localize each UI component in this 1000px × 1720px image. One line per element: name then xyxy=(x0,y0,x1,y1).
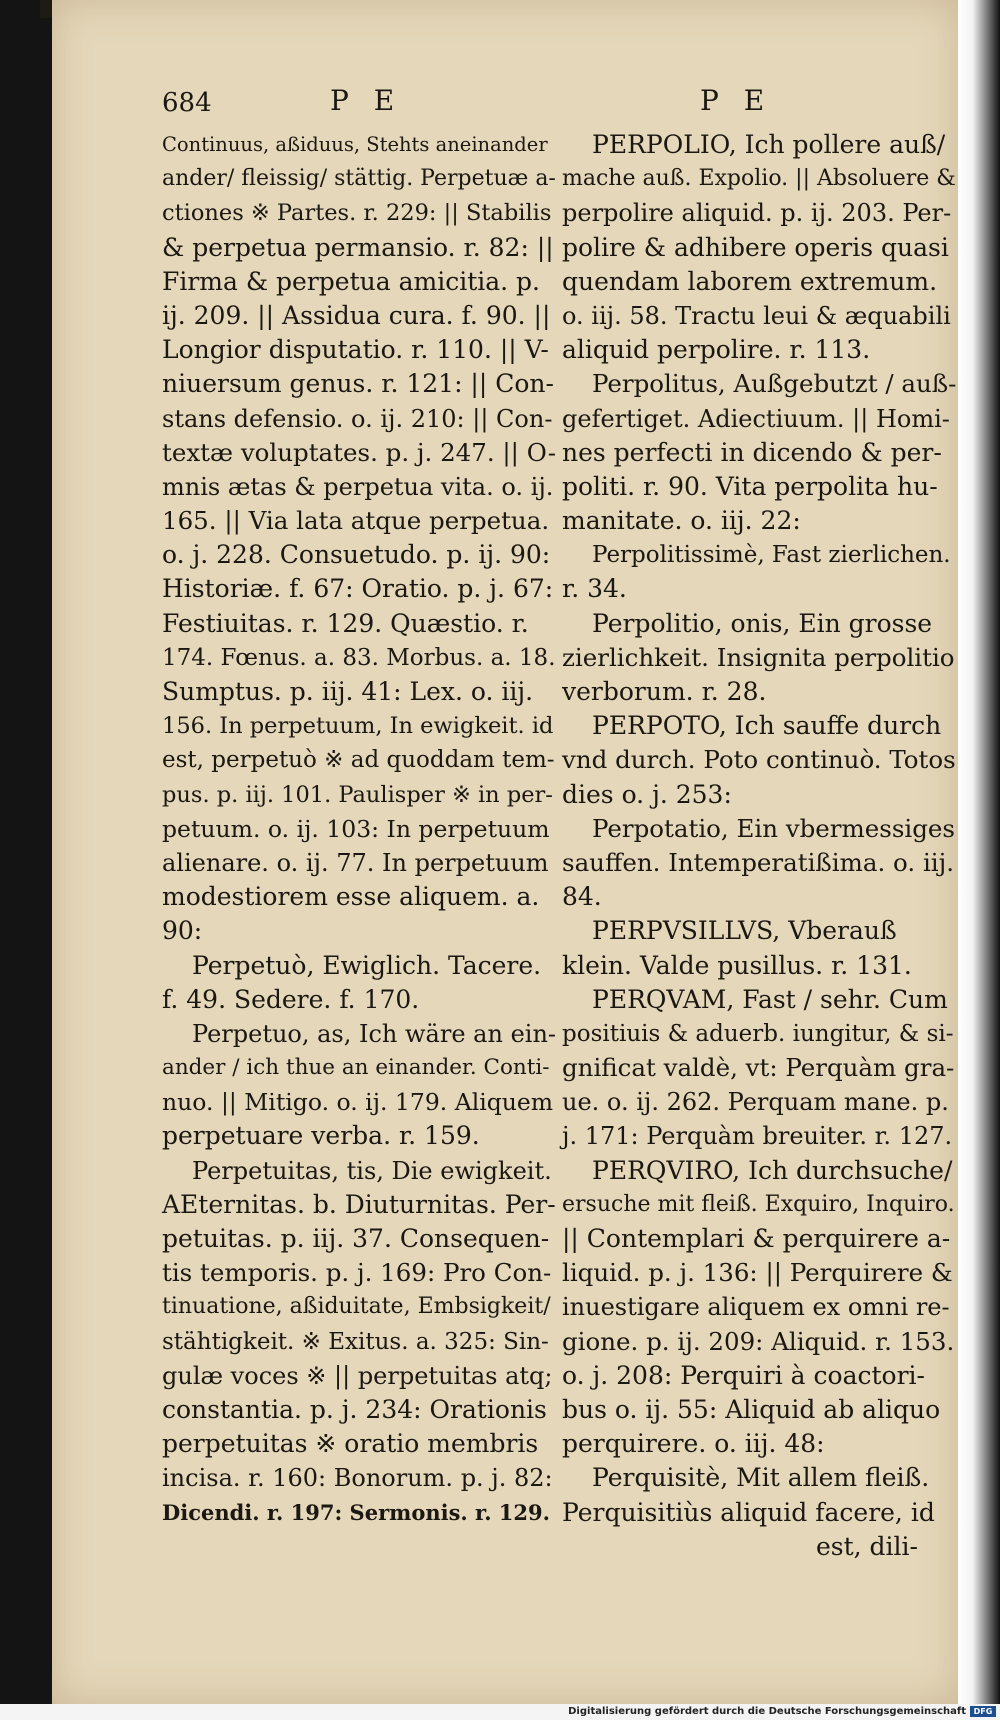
text-line: perpetuare verba. r. 159. xyxy=(162,1121,480,1151)
right-column xyxy=(562,128,958,1564)
text-line: mnis ætas & perpetua vita. o. ij. xyxy=(162,472,554,501)
text-line: pus. p. iij. 101. Paulisper ※ in per- xyxy=(162,781,553,808)
text-line: ersuche mit fleiß. Exquiro, Inquiro. xyxy=(562,1191,955,1217)
text-line: perpetuitas ※ oratio membris xyxy=(162,1429,539,1459)
scan-right-edge xyxy=(958,0,1000,1704)
text-line: stans defensio. o. ij. 210: || Con- xyxy=(162,404,553,433)
entry-line: PERPOLIO, Ich pollere auß/ xyxy=(592,130,946,159)
text-line: o. j. 208: Perquiri à coactori- xyxy=(562,1360,925,1390)
entry-line: PERQVAM, Fast / sehr. Cum xyxy=(592,984,948,1014)
text-line: mache auß. Expolio. || Absoluere & xyxy=(562,166,956,192)
text-line: bus o. ij. 55: Aliquid ab aliquo xyxy=(562,1394,941,1424)
text-line: Historiæ. f. 67: Oratio. p. j. 67: xyxy=(162,574,554,604)
entry-line: PERQVIRO, Ich durchsuche/ xyxy=(592,1155,953,1185)
text-line: vnd durch. Poto continuò. Totos xyxy=(562,745,956,775)
text-line: inuestigare aliquem ex omni re- xyxy=(562,1293,950,1322)
text-line: est, dili- xyxy=(815,1531,918,1561)
entry-line: PERPVSILLVS, Vberauß xyxy=(592,916,897,946)
text-line: ander / ich thue an einander. Conti- xyxy=(162,1055,550,1081)
text-line: AEternitas. b. Diuturnitas. Per- xyxy=(162,1189,556,1219)
text-line: 84. xyxy=(562,882,602,912)
text-line: o. j. 228. Consuetudo. p. ij. 90: xyxy=(162,540,551,570)
text-line: ij. 209. || Assidua cura. f. 90. || xyxy=(162,300,551,330)
text-line: tis temporis. p. j. 169: Pro Con- xyxy=(162,1258,552,1288)
text-line: verborum. r. 28. xyxy=(562,677,767,706)
text-line: 90: xyxy=(162,916,203,946)
footer-text: Digitalisierung gefördert durch die Deutsche Forschungsgemeinschaft xyxy=(568,1706,966,1717)
text-line: textæ voluptates. p. j. 247. || O- xyxy=(162,437,556,467)
text-line: ander/ fleissig/ stättig. Perpetuæ a- xyxy=(162,166,556,192)
text-line: zierlichkeit. Insignita perpolitio xyxy=(562,642,955,672)
text-line: perquirere. o. iij. 48: xyxy=(562,1429,825,1459)
text-line: || Contemplari & perquirere a- xyxy=(562,1224,951,1253)
text-line: o. iij. 58. Tractu leui & æquabili xyxy=(562,301,951,330)
entry-line: Perpetuitas, tis, Die ewigkeit. xyxy=(192,1156,552,1185)
entry-line: Perquisitè, Mit allem fleiß. xyxy=(592,1463,930,1493)
text-line: est, perpetuò ※ ad quoddam tem- xyxy=(162,747,555,774)
text-line: nes perfecti in dicendo & per- xyxy=(562,437,942,467)
text-line: & perpetua permansio. r. 82: || xyxy=(162,232,554,262)
text-line: polire & adhibere operis quasi xyxy=(562,232,949,262)
entry-line: Perpotatio, Ein vbermessiges xyxy=(592,813,955,843)
text-line: Festiuitas. r. 129. Quæstio. r. xyxy=(162,608,529,638)
text-line: positiuis & aduerb. iungitur, & si- xyxy=(562,1020,954,1047)
running-head-right: P E xyxy=(700,84,773,117)
text-line: liquid. p. j. 136: || Perquirere & xyxy=(562,1258,953,1288)
text-line: gulæ voces ※ || perpetuitas atq; xyxy=(162,1361,553,1390)
text-line: incisa. r. 160: Bonorum. p. j. 82: xyxy=(162,1464,553,1493)
text-line: Perquisitiùs aliquid facere, id xyxy=(562,1497,935,1527)
text-line: Sumptus. p. iij. 41: Lex. o. iij. xyxy=(162,677,534,706)
text-line: Firma & perpetua amicitia. p. xyxy=(162,266,540,296)
text-line: Longior disputatio. r. 110. || V- xyxy=(162,335,549,365)
text-line: petuitas. p. iij. 37. Consequen- xyxy=(162,1224,550,1253)
text-line: gnificat valdè, vt: Perquàm gra- xyxy=(562,1053,955,1083)
text-line: 156. In perpetuum, In ewigkeit. id xyxy=(162,713,554,740)
text-line: dies o. j. 253: xyxy=(562,779,732,809)
text-line: aliquid perpolire. r. 113. xyxy=(562,335,871,365)
left-column xyxy=(162,128,558,1530)
text-line: Continuus, aßiduus, Stehts aneinander xyxy=(162,133,548,156)
text-line: constantia. p. j. 234: Orationis xyxy=(162,1394,547,1424)
text-line: ue. o. ij. 262. Perquam mane. p. xyxy=(562,1088,949,1117)
text-line: r. 34. xyxy=(562,574,627,604)
text-line: stähtigkeit. ※ Exitus. a. 325: Sin- xyxy=(162,1328,549,1355)
text-line: sauffen. Intemperatißima. o. iij. xyxy=(562,847,954,877)
entry-line: Perpetuò, Ewiglich. Tacere. xyxy=(192,950,542,980)
text-line: alienare. o. ij. 77. In perpetuum xyxy=(162,848,549,877)
text-line: 165. || Via lata atque perpetua. xyxy=(162,506,550,536)
text-line: tinuatione, aßiduitate, Embsigkeit/ xyxy=(162,1294,551,1320)
text-line: nuo. || Mitigo. o. ij. 179. Aliquem xyxy=(162,1088,554,1117)
text-line: quendam laborem extremum. xyxy=(562,266,938,296)
text-line: perpolire aliquid. p. ij. 203. Per- xyxy=(562,199,952,228)
entry-line: PERPOTO, Ich sauffe durch xyxy=(592,711,942,741)
text-line: ctiones ※ Partes. r. 229: || Stabilis xyxy=(162,200,552,227)
dfg-logo: DFG xyxy=(970,1706,996,1717)
running-head-left: P E xyxy=(330,84,403,117)
text-line: manitate. o. iij. 22: xyxy=(562,506,801,536)
text-line: klein. Valde pusillus. r. 131. xyxy=(562,950,912,980)
text-line: petuum. o. ij. 103: In perpetuum xyxy=(162,814,550,843)
text-line: f. 49. Sedere. f. 170. xyxy=(162,984,420,1014)
entry-line: Perpolitissimè, Fast zierlichen. xyxy=(592,542,951,569)
text-line: politi. r. 90. Vita perpolita hu- xyxy=(562,471,938,501)
text-line: j. 171: Perquàm breuiter. r. 127. xyxy=(562,1122,953,1151)
text-line: 174. Fœnus. a. 83. Morbus. a. 18. xyxy=(162,644,556,671)
entry-line: Perpetuo, as, Ich wäre an ein- xyxy=(192,1019,557,1048)
entry-line: Perpolitus, Außgebutzt / auß- xyxy=(592,369,957,399)
entry-line: Perpolitio, onis, Ein grosse xyxy=(592,608,933,638)
page-number: 684 xyxy=(162,88,212,118)
text-line: Dicendi. r. 197: Sermonis. r. 129. xyxy=(162,1499,550,1525)
text-line: gione. p. ij. 209: Aliquid. r. 153. xyxy=(562,1326,955,1356)
digitization-footer xyxy=(0,1704,1000,1720)
text-line: modestiorem esse aliquem. a. xyxy=(162,882,540,912)
text-line: gefertiget. Adiectiuum. || Homi- xyxy=(562,404,950,433)
text-line: niuersum genus. r. 121: || Con- xyxy=(162,369,554,399)
